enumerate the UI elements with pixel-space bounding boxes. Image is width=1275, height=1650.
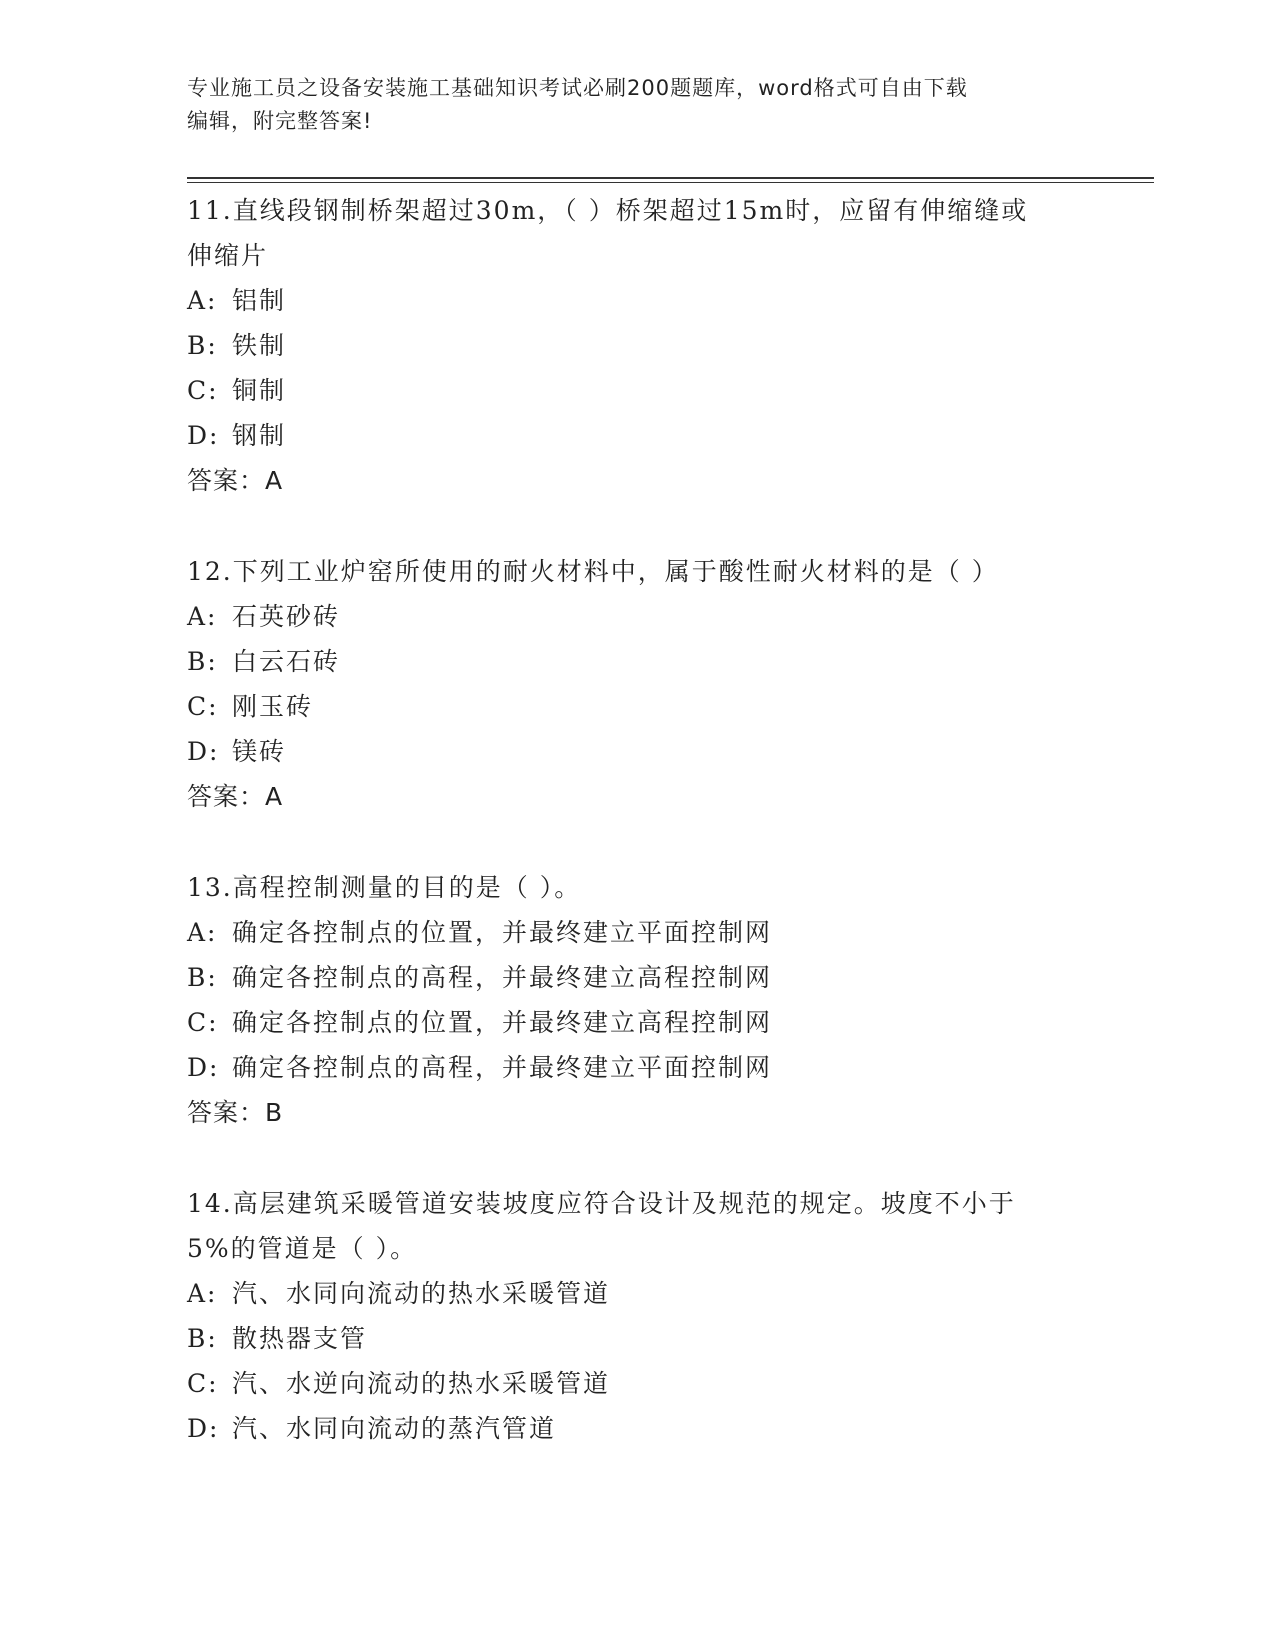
option-letter: C: xyxy=(187,1008,219,1037)
option-letter: A: xyxy=(187,602,218,631)
question-spacer xyxy=(187,1135,1107,1181)
option-letter: B: xyxy=(187,331,218,360)
option-d xyxy=(187,413,1107,458)
option-text: 散热器支管 xyxy=(232,1324,368,1353)
option-text: 铁制 xyxy=(232,331,287,360)
option-b xyxy=(187,955,1107,1000)
header-rule-thick xyxy=(187,177,1154,179)
option-a xyxy=(187,1271,1107,1316)
option-letter: D: xyxy=(187,1053,220,1082)
option-letter: A: xyxy=(187,286,218,315)
question-spacer xyxy=(187,503,1107,549)
option-letter: B: xyxy=(187,1324,218,1353)
answer-line: 答案：B xyxy=(187,1098,284,1127)
question-stem: 13.高程控制测量的目的是（ ）。 xyxy=(187,873,582,902)
option-text: 汽、水同向流动的蒸汽管道 xyxy=(232,1414,557,1443)
option-text: 镁砖 xyxy=(232,737,287,766)
question-12 xyxy=(187,549,1107,819)
option-b xyxy=(187,323,1107,368)
option-b xyxy=(187,1316,1107,1361)
option-letter: C: xyxy=(187,692,219,721)
option-c xyxy=(187,684,1107,729)
option-text: 石英砂砖 xyxy=(232,602,341,631)
option-letter: B: xyxy=(187,647,218,676)
option-letter: B: xyxy=(187,963,218,992)
question-14 xyxy=(187,1181,1107,1451)
option-letter: C: xyxy=(187,376,219,405)
answer-line: 答案：A xyxy=(187,782,284,811)
option-letter: D: xyxy=(187,421,220,450)
option-c xyxy=(187,1000,1107,1045)
option-a xyxy=(187,278,1107,323)
question-stem: 14.高层建筑采暖管道安装坡度应符合设计及规范的规定。坡度不小于 xyxy=(187,1189,1016,1218)
answer-line: 答案：A xyxy=(187,466,284,495)
option-text: 钢制 xyxy=(232,421,287,450)
option-text: 确定各控制点的高程，并最终建立高程控制网 xyxy=(232,963,773,992)
question-stem-continued: 伸缩片 xyxy=(187,241,269,270)
option-a xyxy=(187,910,1107,955)
header-line-1: 专业施工员之设备安装施工基础知识考试必刷200题题库，word格式可自由下载 xyxy=(187,76,968,100)
option-text: 汽、水同向流动的热水采暖管道 xyxy=(232,1279,611,1308)
option-text: 确定各控制点的位置，并最终建立高程控制网 xyxy=(232,1008,773,1037)
question-stem: 12.下列工业炉窑所使用的耐火材料中，属于酸性耐火材料的是（ ） xyxy=(187,557,999,586)
question-13 xyxy=(187,865,1107,1135)
question-stem: 11.直线段钢制桥架超过30m，（ ）桥架超过15m时，应留有伸缩缝或 xyxy=(187,196,1029,225)
option-text: 铝制 xyxy=(232,286,287,315)
option-c xyxy=(187,1361,1107,1406)
option-letter: C: xyxy=(187,1369,219,1398)
document-header xyxy=(187,72,1067,138)
option-text: 白云石砖 xyxy=(232,647,341,676)
header-line-2: 编辑，附完整答案! xyxy=(187,109,373,133)
option-text: 铜制 xyxy=(232,376,287,405)
option-letter: D: xyxy=(187,737,220,766)
option-letter: A: xyxy=(187,1279,218,1308)
option-text: 汽、水逆向流动的热水采暖管道 xyxy=(232,1369,611,1398)
option-letter: A: xyxy=(187,918,218,947)
question-spacer xyxy=(187,819,1107,865)
option-text: 刚玉砖 xyxy=(232,692,314,721)
option-a xyxy=(187,594,1107,639)
option-d xyxy=(187,1406,1107,1451)
option-text: 确定各控制点的位置，并最终建立平面控制网 xyxy=(232,918,773,947)
question-stem-continued: 5%的管道是（ ）。 xyxy=(187,1234,418,1263)
option-d xyxy=(187,729,1107,774)
option-d xyxy=(187,1045,1107,1090)
option-b xyxy=(187,639,1107,684)
question-11 xyxy=(187,188,1107,503)
option-text: 确定各控制点的高程，并最终建立平面控制网 xyxy=(232,1053,773,1082)
option-c xyxy=(187,368,1107,413)
option-letter: D: xyxy=(187,1414,220,1443)
header-rule-thin xyxy=(187,182,1154,183)
question-list xyxy=(187,188,1107,1451)
